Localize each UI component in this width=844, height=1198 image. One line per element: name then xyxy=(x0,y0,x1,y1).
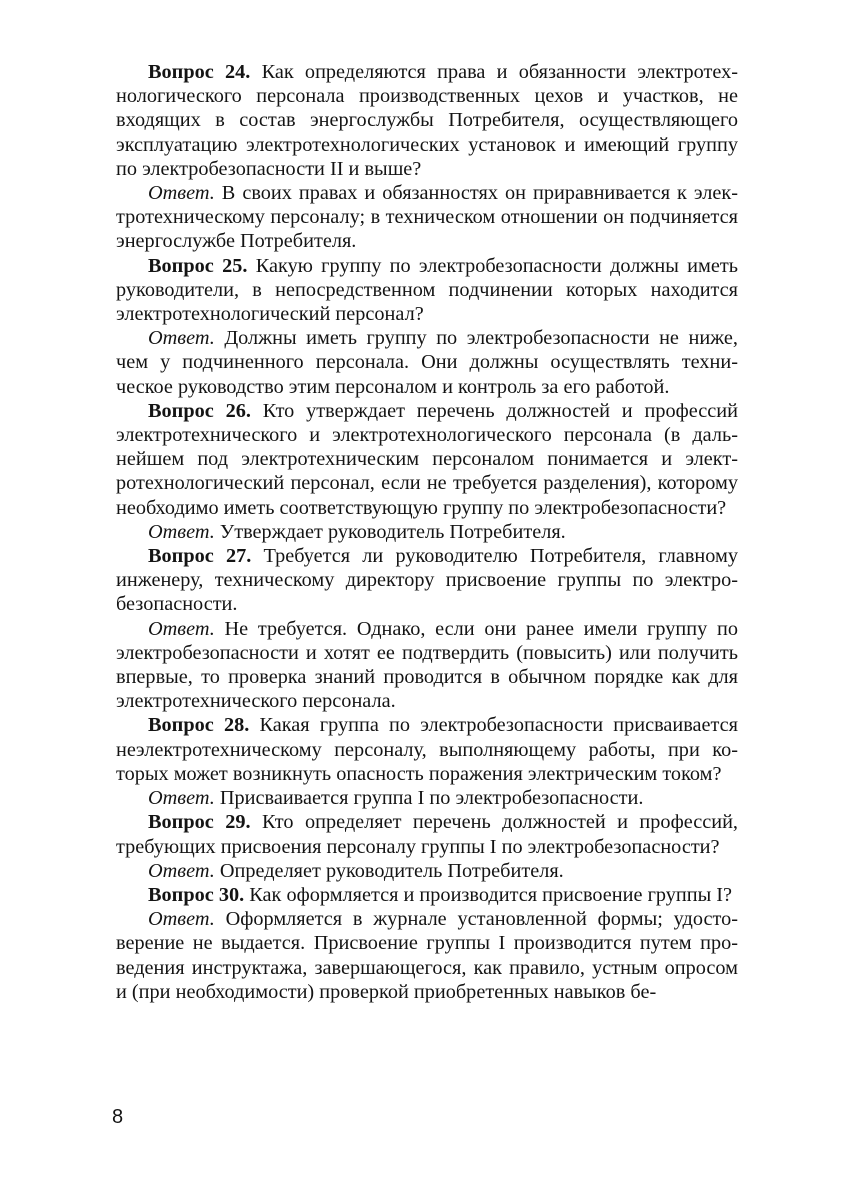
answer-label: Ответ. xyxy=(148,617,215,640)
question-26 xyxy=(116,399,738,520)
page-body xyxy=(116,60,738,1004)
answer-text: Должны иметь группу по электробезопасности не ниже, чем у подчиненного персонала. Они должны осуществлять техническое руководство этим персоналом и контроль за его работой. xyxy=(116,327,738,398)
question-text: Требуется ли руководителю Потребителя, главному инженеру, техническому директору присвоение группы по электробезопасности. xyxy=(116,545,738,616)
answer-30 xyxy=(116,907,738,1004)
answer-label: Ответ. xyxy=(148,182,215,205)
page-number: 8 xyxy=(112,1106,124,1128)
answer-label: Ответ. xyxy=(148,520,215,543)
answer-25 xyxy=(116,326,738,399)
question-24 xyxy=(116,60,738,181)
question-label: Вопрос 25. xyxy=(148,254,248,277)
question-text: Как оформляется и производится присвоение группы I? xyxy=(244,883,733,906)
answer-text: В своих правах и обязанностях он приравнивается к электротехническому персоналу; в техническом отношении он подчиняется энергослужбе Потребителя. xyxy=(116,182,738,253)
question-label: Вопрос 28. xyxy=(148,714,250,737)
question-label: Вопрос 30. xyxy=(148,883,245,906)
answer-text: Оформляется в журнале установленной формы; удостоверение не выдается. Присвоение группы I производится путем проведения инструктажа, завершающегося, как правило, устным опросом и (при необходимости) проверкой приобретенных навыков бе- xyxy=(116,908,738,1003)
question-30 xyxy=(116,883,738,907)
question-text: Кто определяет перечень должностей и профессий, требующих присвоения персоналу группы I по электробезопасности? xyxy=(116,811,738,858)
answer-26 xyxy=(116,520,738,544)
question-label: Вопрос 27. xyxy=(148,545,252,568)
answer-label: Ответ. xyxy=(148,327,215,350)
answer-27 xyxy=(116,617,738,714)
question-text: Кто утверждает перечень должностей и профессий электротехнического и электротехнологического персонала (в дальнейшем под электротехническим персоналом понимается и электротехнологический персонал, если не требуется разделения), которому необходимо иметь соответствующую группу по электробезопасности? xyxy=(116,399,738,519)
answer-text: Определяет руководитель Потребителя. xyxy=(214,859,564,882)
answer-text: Не требуется. Однако, если они ранее имели группу по электробезопасности и хотят ее подтвердить (повысить) или получить впервые, то проверка знаний проводится в обычном порядке как для электротехнического персонала. xyxy=(116,617,738,713)
question-27 xyxy=(116,544,738,617)
question-label: Вопрос 29. xyxy=(148,811,251,834)
question-label: Вопрос 26. xyxy=(148,399,251,422)
question-text: Как определяются права и обязанности электротехнологического персонала производственных цехов и участков, не входящих в состав энергослужбы Потребителя, осуществляющего эксплуатацию электротехнологических установок и имеющий группу по электробезопасности II и выше? xyxy=(116,61,738,180)
answer-label: Ответ. xyxy=(148,787,215,810)
question-29 xyxy=(116,810,738,858)
question-text: Какая группа по электробезопасности присваивается неэлектротехническому персоналу, выполняющему работы, при которых может возникнуть опасность поражения электрическим током? xyxy=(116,714,738,785)
answer-24 xyxy=(116,181,738,254)
answer-29 xyxy=(116,859,738,883)
question-25 xyxy=(116,254,738,327)
answer-label: Ответ. xyxy=(148,859,215,882)
answer-text: Присваивается группа I по электробезопасности. xyxy=(214,787,644,810)
question-label: Вопрос 24. xyxy=(148,61,251,83)
question-28 xyxy=(116,713,738,786)
question-text: Какую группу по электробезопасности должны иметь руководители, в непосредственном подчинении которых находится электротехнологический персонал? xyxy=(116,254,738,326)
answer-28 xyxy=(116,786,738,810)
answer-label: Ответ. xyxy=(148,908,215,931)
answer-text: Утверждает руководитель Потребителя. xyxy=(214,520,566,543)
